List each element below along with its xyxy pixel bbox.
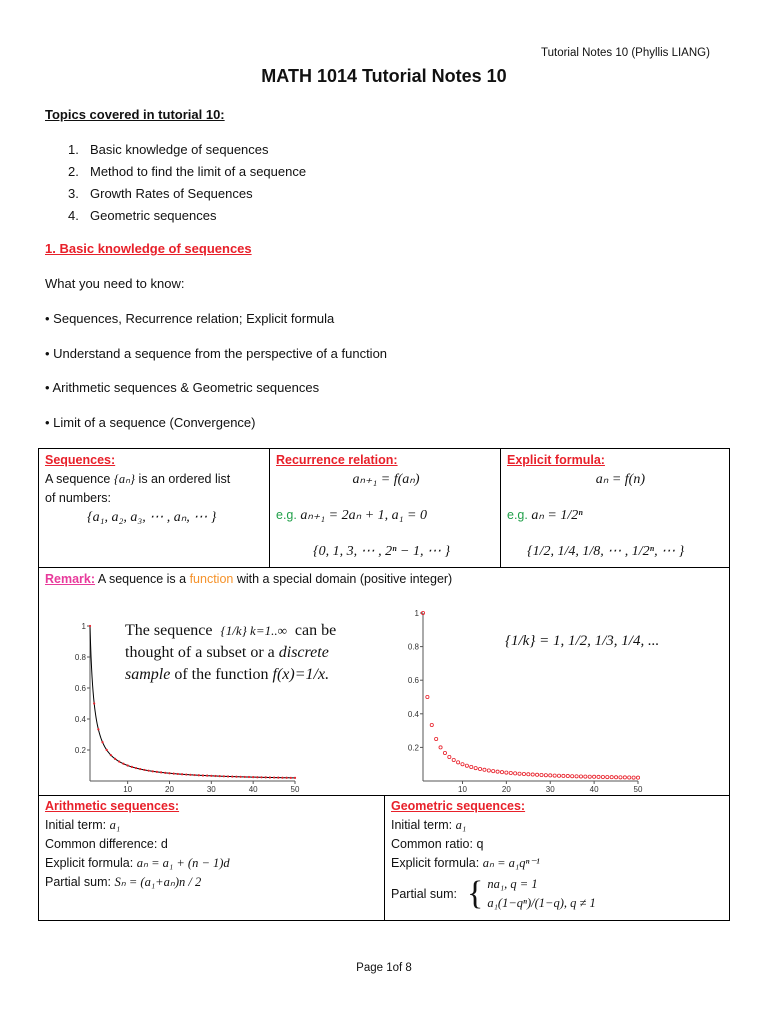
bullet-item: • Limit of a sequence (Convergence) [45,415,256,430]
data-point [496,770,499,773]
bullet-item: • Arithmetic sequences & Geometric sequences [45,380,320,395]
data-point [281,777,283,779]
explicit-value: aₙ = a₁ + (n − 1)d [136,856,230,870]
topic-item [45,205,306,227]
arithmetic-sum [45,873,230,892]
data-point [430,723,433,726]
data-point [562,774,565,777]
y-tick-label: 0.6 [407,676,419,686]
caption-line-1 [125,620,336,642]
data-point [588,775,591,778]
data-point [181,773,183,775]
caption-discrete: discrete [278,644,329,661]
sum-case-2: a₁(1−qⁿ)/(1−q), q ≠ 1 [487,896,596,910]
x-tick-label: 20 [501,785,511,794]
data-point [500,771,503,774]
data-point [93,702,95,704]
explicit-example-formula: aₙ = 1/2ⁿ [531,508,583,523]
data-point [601,775,604,778]
data-point [227,775,229,777]
data-point [294,777,296,779]
data-point [269,776,271,778]
topic-text: Geometric sequences [90,208,217,223]
data-point [610,776,613,779]
data-point [435,737,438,740]
data-point [114,758,116,760]
sum-cases [487,875,595,913]
remark-label: Remark: [45,572,96,586]
bullet-item: • Understand a sequence from the perspective of a function [45,346,388,361]
topic-text: Basic knowledge of sequences [90,142,269,157]
sequences-definition [45,470,230,489]
data-point [553,774,556,777]
data-point [439,746,442,749]
topic-item [45,183,306,205]
data-point [461,763,464,766]
caption-subset-text: thought of a subset or a [125,644,275,661]
data-point [518,772,521,775]
data-point [210,775,212,777]
arithmetic-initial [45,816,230,835]
data-point [509,771,512,774]
data-point [544,774,547,777]
data-point [89,625,91,627]
data-point [623,776,626,779]
geometric-cell [391,797,596,913]
x-tick-label: 10 [458,785,467,794]
data-point [636,776,639,779]
data-point [135,767,137,769]
arithmetic-explicit [45,854,230,873]
remark-line [45,570,452,589]
data-point [223,775,225,777]
geometric-ratio [391,835,596,854]
section-heading: 1. Basic knowledge of sequences [45,241,252,256]
data-point [557,774,560,777]
sum-label: Partial sum: [45,875,111,889]
data-point [614,776,617,779]
data-point [273,776,275,778]
data-point [139,768,141,770]
explicit-heading: Explicit formula: [507,453,605,467]
data-point [193,774,195,776]
data-point [118,761,120,763]
data-point [110,754,112,756]
y-tick-label: 0.6 [74,684,86,693]
data-point [235,776,237,778]
data-point [214,775,216,777]
data-point [457,761,460,764]
geometric-explicit [391,854,596,873]
data-point [452,758,455,761]
table-divider [500,448,501,568]
topic-item [45,139,306,161]
data-point [478,767,481,770]
remark-text-a: A sequence is a [97,572,187,586]
caption-sequence-text: The sequence [125,622,213,639]
geometric-sum [391,875,596,913]
data-point [277,777,279,779]
table-divider [384,795,385,921]
topics-list [45,139,306,227]
data-point [619,776,622,779]
data-point [492,770,495,773]
data-point [465,764,468,767]
topics-heading: Topics covered in tutorial 10: [45,107,225,122]
recurrence-result: {0, 1, 3, ⋯ , 2ⁿ − 1, ⋯ } [313,544,451,559]
caption-can-be: can be [294,622,337,639]
explicit-example [507,506,725,525]
data-point [147,770,149,772]
table-border-left [38,448,39,921]
x-tick-label: 40 [589,785,599,794]
data-point [579,775,582,778]
data-point [584,775,587,778]
sequences-text-c: of numbers: [45,491,112,505]
data-point [173,773,175,775]
data-point [244,776,246,778]
data-point [97,728,99,730]
data-point [185,773,187,775]
right-plot-formula: {1/k} = 1, 1/2, 1/3, 1/4, ... [505,633,660,649]
y-tick-label: 0.2 [407,743,419,753]
data-point [549,774,552,777]
data-point [628,776,631,779]
caption-line-2 [125,642,336,664]
recurrence-heading: Recurrence relation: [276,453,398,467]
x-tick-label: 10 [123,785,133,792]
data-point [143,769,145,771]
sequence-symbol: {1/k} k=1..∞ [220,623,287,638]
data-point [177,773,179,775]
data-point [426,695,429,698]
initial-label: Initial term: [391,818,453,832]
eg-label: e.g. [276,508,297,522]
data-point [286,777,288,779]
topic-item [45,161,306,183]
y-tick-label: 0.8 [74,653,86,662]
data-point [575,775,578,778]
y-tick-label: 0.2 [74,746,86,755]
data-point [571,775,574,778]
table-border-top [38,448,730,449]
data-point [127,764,129,766]
geometric-heading: Geometric sequences: [391,799,526,813]
plot-caption [125,620,336,686]
arithmetic-cell [45,797,230,892]
remark-text-b: with a special domain (positive integer) [236,572,453,586]
caption-sample: sample [125,666,171,683]
data-point [514,772,517,775]
ratio-label: Common ratio: [391,837,473,851]
data-point [597,775,600,778]
data-point [483,768,486,771]
sequences-text-b: is an ordered list [138,472,231,486]
data-point [198,774,200,776]
topic-number: 2. [68,164,79,179]
data-point [219,775,221,777]
recurrence-example-formula: aₙ₊₁ = 2aₙ + 1, a₁ = 0 [300,508,427,523]
explicit-cell [507,451,725,561]
sum-case-1: na₁, q = 1 [487,877,538,891]
data-point [522,772,525,775]
topic-text: Method to find the limit of a sequence [90,164,307,179]
data-point [531,773,534,776]
x-tick-label: 50 [633,785,643,794]
data-point [164,772,166,774]
data-point [606,775,609,778]
caption-of-function: of the function [174,666,269,683]
data-point [535,773,538,776]
y-tick-label: 0.8 [407,642,419,652]
data-point [448,755,451,758]
data-point [252,776,254,778]
table-divider [38,567,730,568]
page-number: Page 1of 8 [356,962,412,974]
explicit-result: {1/2, 1/4, 1/8, ⋯ , 1/2ⁿ, ⋯ } [527,544,685,559]
sequences-heading: Sequences: [45,453,116,467]
data-point [632,776,635,779]
y-tick-label: 0.4 [407,709,419,719]
bullet-item: • Sequences, Recurrence relation; Explicit formula [45,311,335,326]
data-point [152,770,154,772]
geometric-initial [391,816,596,835]
sequences-cell [45,451,230,527]
data-point [593,775,596,778]
data-point [290,777,292,779]
topic-number: 1. [68,142,79,157]
data-point [131,766,133,768]
initial-value: a₁ [455,818,467,832]
data-point [206,775,208,777]
initial-label: Initial term: [45,818,107,832]
difference-label: Common difference: [45,837,158,851]
initial-value: a₁ [109,818,121,832]
x-tick-label: 50 [290,785,300,792]
x-tick-label: 20 [165,785,174,792]
data-point [156,771,158,773]
running-header: Tutorial Notes 10 (Phyllis LIANG) [541,47,710,59]
x-tick-label: 40 [248,785,258,792]
data-point [265,776,267,778]
data-point [474,766,477,769]
sequence-symbol: {aₙ} [113,472,136,486]
caption-line-3 [125,664,336,686]
sum-label: Partial sum: [391,886,457,901]
table-border-right [729,448,730,921]
data-point [505,771,508,774]
x-tick-label: 30 [206,785,216,792]
data-point [106,749,108,751]
recurrence-cell [276,451,496,561]
data-point [540,773,543,776]
data-point [256,776,258,778]
sum-value: Sₙ = (a₁+aₙ)n / 2 [114,875,202,889]
data-point [189,774,191,776]
recurrence-formula: aₙ₊₁ = f(aₙ) [352,472,420,487]
data-point [122,763,124,765]
recurrence-example [276,506,496,525]
brace-symbol: { [467,875,484,912]
data-point [160,771,162,773]
eg-label: e.g. [507,508,528,522]
table-divider [269,448,270,568]
data-point [470,765,473,768]
caption-function: f(x)=1/x. [272,666,330,683]
topic-number: 4. [68,208,79,223]
sequences-text-a: A sequence [45,472,111,486]
arithmetic-difference [45,835,230,854]
arithmetic-heading: Arithmetic sequences: [45,799,180,813]
explicit-label: Explicit formula: [391,856,480,870]
data-point [168,772,170,774]
explicit-value: aₙ = a₁qⁿ⁻¹ [482,856,540,870]
data-point [231,775,233,777]
y-tick-label: 1 [81,622,86,631]
topic-text: Growth Rates of Sequences [90,186,253,201]
data-point [248,776,250,778]
data-point [487,769,490,772]
data-point [101,741,103,743]
need-to-know-label: What you need to know: [45,276,185,291]
y-tick-label: 1 [414,609,419,618]
ratio-value: q [476,837,484,851]
data-point [443,751,446,754]
topic-number: 3. [68,186,79,201]
data-point [566,774,569,777]
y-tick-label: 0.4 [74,715,86,724]
difference-value: d [160,837,168,851]
page-title: MATH 1014 Tutorial Notes 10 [261,66,507,86]
data-point [202,774,204,776]
explicit-formula: aₙ = f(n) [595,472,645,487]
explicit-label: Explicit formula: [45,856,134,870]
data-point [260,776,262,778]
data-point [527,773,530,776]
x-tick-label: 30 [545,785,555,794]
sequence-set: {a₁, a₂, a₃, ⋯ , aₙ, ⋯ } [87,510,217,525]
remark-highlight: function [189,572,234,586]
data-point [240,776,242,778]
